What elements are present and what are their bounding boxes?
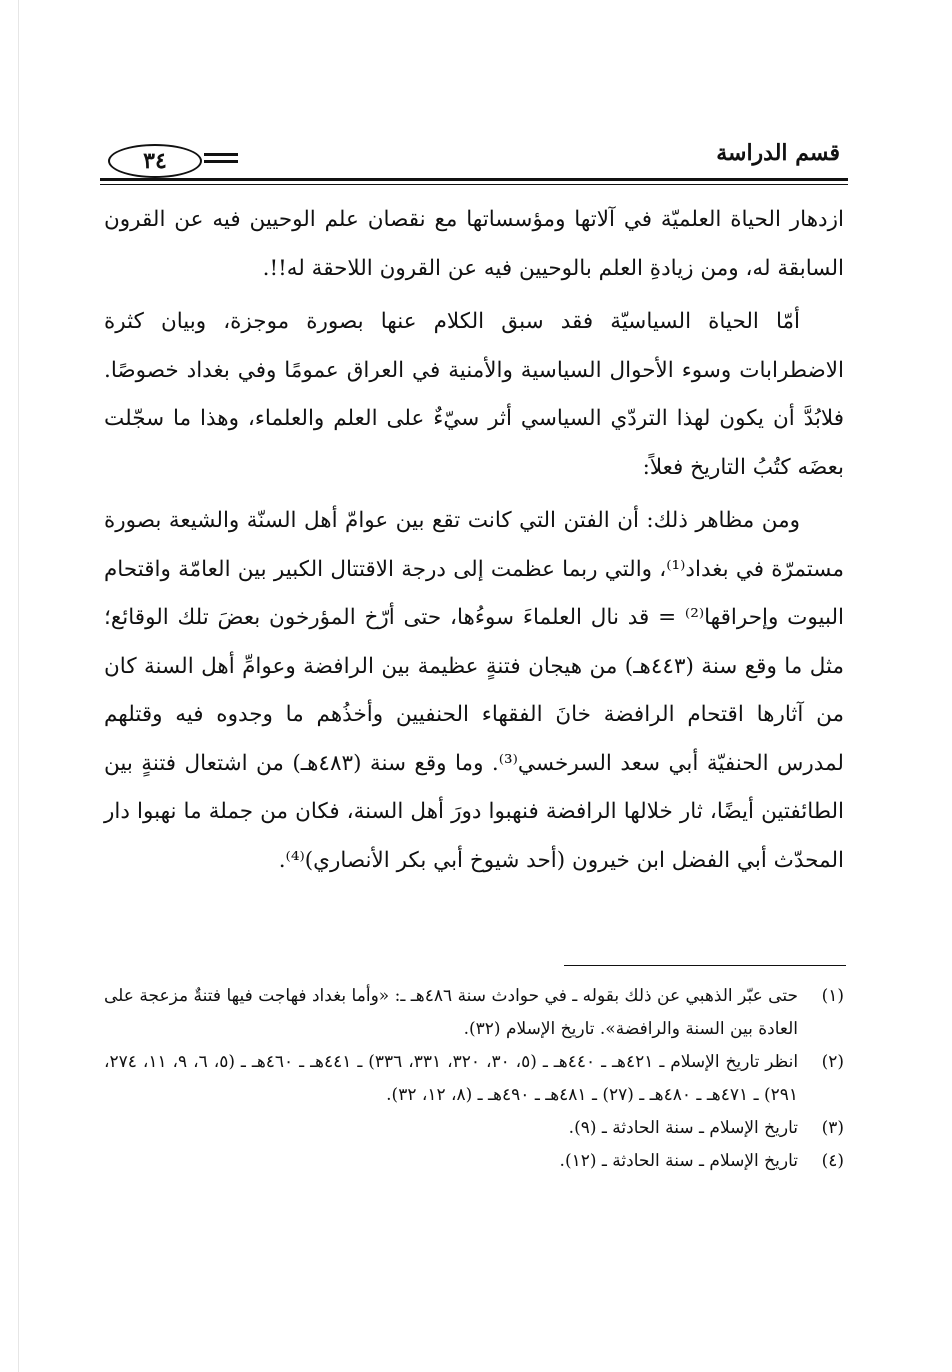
paragraph-2: أمّا الحياة السياسيّة فقد سبق الكلام عنها بصورة موجزة، وبيان كثرة الاضطرابات وسوء الأحوال السياسية والأمنية في العراق عمومًا وفي بغداد خصوصًا. فلابُدَّ أن يكون لهذا التردّي السياسي أثر سيّءٌ على العلم والعلماء، وهذا ما سجّلت بعضَه كتُبُ التاريخ فعلاً: xyxy=(104,309,844,480)
footnote-2 xyxy=(104,1046,844,1112)
footnote-text: تاريخ الإسلام ـ سنة الحادثة ـ (٩). xyxy=(568,1118,798,1138)
paragraph-1: ازدهار الحياة العلميّة في آلاتها ومؤسساتها مع نقصان علم الوحيين فيه عن القرون السابقة له، ومن زيادةِ العلم بالوحيين فيه عن القرون اللاحقة له!!. xyxy=(104,207,844,281)
ornament-bar xyxy=(204,160,238,163)
footnote-separator xyxy=(564,965,846,966)
main-text xyxy=(104,196,844,885)
header-rule-thin xyxy=(100,184,848,185)
footnote-number: (١) xyxy=(821,986,844,1006)
header-rule-thick xyxy=(100,178,848,181)
footnote-text: انظر تاريخ الإسلام ـ ٤٢١هـ ـ ٤٤٠هـ ـ (٥، ٣٠، ٣٢٠، ٣٣١، ٣٣٦) ـ ٤٤١هـ ـ ٤٦٠هـ ـ (٥، ٦، ٩، ١١، ٢٧٤، ٢٩١) ـ ٤٧١هـ ـ ٤٨٠هـ ـ (٢٧) ـ ٤٨١هـ ـ ٤٩٠هـ ـ (٨، ١٢، ٣٢). xyxy=(104,1052,799,1105)
footnote-1 xyxy=(104,980,844,1046)
footnote-number: (٤) xyxy=(821,1151,844,1171)
paragraph-3: ومن مظاهر ذلك: أن الفتن التي كانت تقع بين عوامّ أهل السنّة والشيعة بصورة مستمرّة في بغداد⁽¹⁾، والتي ربما عظمت إلى درجة الاقتتال الكبير بين العامّة واقتحام البيوت وإحراقها⁽²⁾ = قد نال العلماءَ سوءُها، حتى أرّخ المؤرخون بعضَ تلك الوقائع؛ مثل ما وقع سنة (٤٤٣هـ) من هيجان فتنةٍ عظيمة بين الرافضة وعوامِّ أهل السنة كان من آثارها اقتحام الرافضة خانَ الفقهاء الحنفيين وأخذُهم ما وجدوه فيه وقتلهم لمدرس الحنفيّة أبي سعد السرخسي⁽³⁾. وما وقع سنة (٤٨٣هـ) من اشتعال فتنةٍ بين الطائفتين أيضًا، ثار خلالها الرافضة فنهبوا دورَ أهل السنة، فكان من جملة ما نهبوا دار المحدّث أبي الفضل ابن خيرون (أحد شيوخ أبي بكر الأنصاري)⁽⁴⁾. xyxy=(104,508,844,873)
footnotes xyxy=(104,980,844,1178)
footnote-number: (٢) xyxy=(821,1052,844,1072)
section-title: قسم الدراسة xyxy=(716,140,840,166)
page-number-ornament xyxy=(100,144,250,178)
footnote-3 xyxy=(104,1112,844,1145)
footnote-text: حتى عبّر الذهبي عن ذلك بقوله ـ في حوادث سنة ٤٨٦هـ ـ: «وأما بغداد فهاجت فيها فتنةٌ مزعجة على العادة بين السنة والرافضة». تاريخ الإسلام (٣٢). xyxy=(104,986,798,1039)
footnote-4 xyxy=(104,1145,844,1178)
page-header xyxy=(100,128,848,188)
footnote-text: تاريخ الإسلام ـ سنة الحادثة ـ (١٢). xyxy=(559,1151,798,1171)
page-number: ٣٤ xyxy=(108,144,202,178)
ornament-bars xyxy=(204,153,238,167)
ornament-bar xyxy=(204,153,238,156)
footnote-number: (٣) xyxy=(821,1118,844,1138)
scan-edge-line xyxy=(18,0,19,1372)
